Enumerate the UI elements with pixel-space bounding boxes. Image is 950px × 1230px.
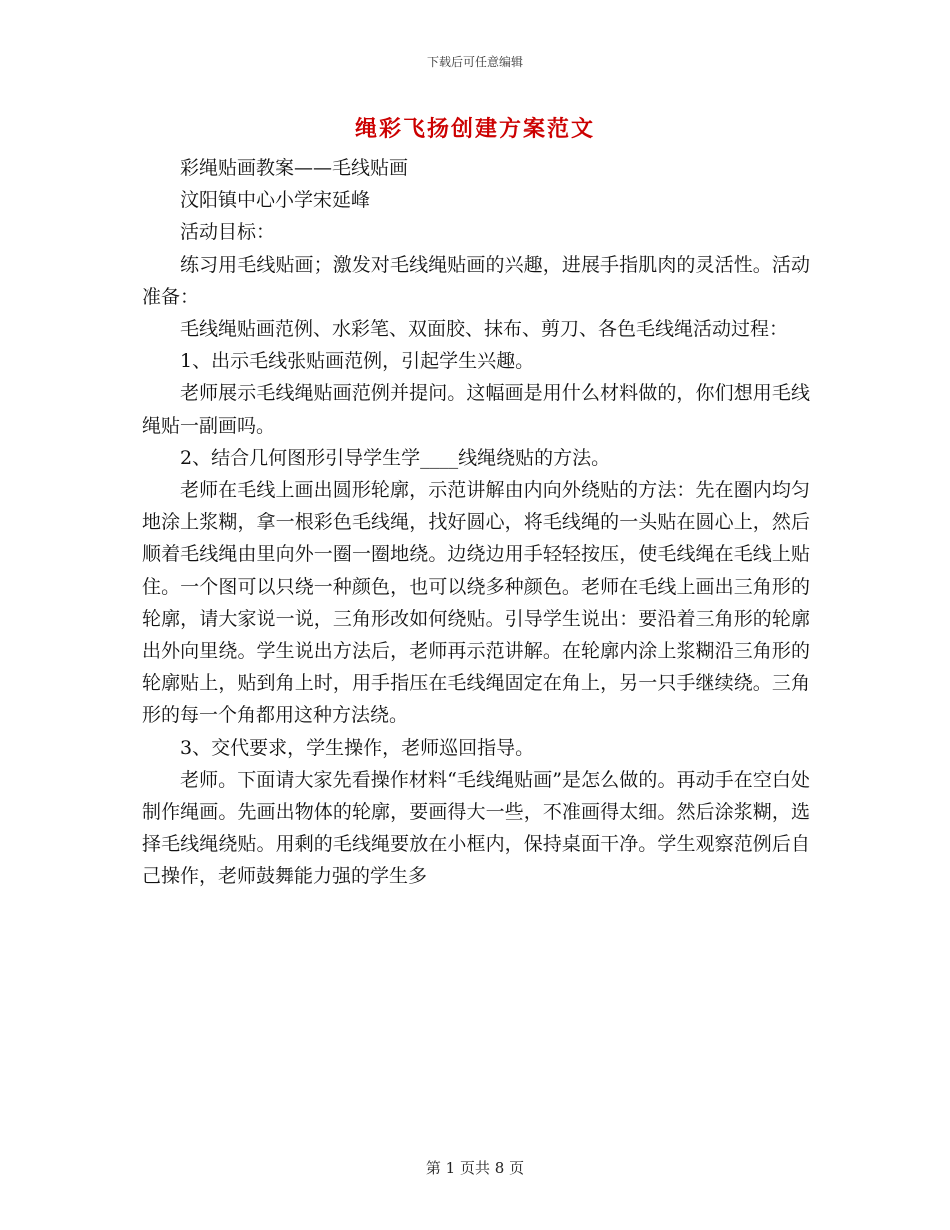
paragraph-step-3: 3、交代要求，学生操作，老师巡回指导。 [180, 736, 535, 759]
document-title: 绳彩飞扬创建方案范文 [354, 116, 595, 142]
paragraph-goals: 练习用毛线贴画；激发对毛线绳贴画的兴趣，进展手指肌肉的灵活性。活动准备： [142, 253, 810, 308]
paragraph-step-1: 1、出示毛线张贴画范例，引起学生兴趣。 [180, 350, 535, 373]
page-header: 下载后可任意编辑 [426, 55, 523, 69]
paragraph-step-1-detail: 老师展示毛线绳贴画范例并提问。这幅画是用什么材料做的，你们想用毛线绳贴一副画吗。 [142, 382, 810, 437]
paragraph-lesson-name: 彩绳贴画教案——毛线贴画 [180, 157, 409, 179]
paragraph-materials: 毛线绳贴画范例、水彩笔、双面胶、抹布、剪刀、各色毛线绳活动过程： [180, 318, 789, 341]
page-footer: 第 1 页共 8 页 [425, 1159, 525, 1177]
document-body [142, 152, 810, 893]
paragraph-goals-heading: 活动目标： [180, 221, 276, 244]
paragraph-step-3-detail: 老师。下面请大家先看操作材料“毛线绳贴画”是怎么做的。再动手在空白处制作绳画。先画出物体的轮廓，要画得大一些，不准画得太细。然后涂浆糊，选择毛线绳绕贴。用剩的毛线绳要放在小框内，保持桌面干净。学生观察范例后自己操作，老师鼓舞能力强的学生多 [142, 768, 810, 888]
paragraph-author: 汶阳镇中心小学宋延峰 [180, 189, 371, 212]
paragraph-step-2: 2、结合几何图形引导学生学____线绳绕贴的方法。 [180, 446, 611, 469]
paragraph-step-2-detail: 老师在毛线上画出圆形轮廓，示范讲解由内向外绕贴的方法：先在圈内均匀地涂上浆糊，拿一根彩色毛线绳，找好圆心，将毛线绳的一头贴在圆心上，然后顺着毛线绳由里向外一圈一圈地绕。边绕边用手轻轻按压，使毛线绳在毛线上贴住。一个图可以只绕一种颜色，也可以绕多种颜色。老师在毛线上画出三角形的轮廓，请大家说一说，三角形改如何绕贴。引导学生说出：要沿着三角形的轮廓出外向里绕。学生说出方法后，老师再示范讲解。在轮廓内涂上浆糊沿三角形的轮廓贴上，贴到角上时，用手指压在毛线绳固定在角上，另一只手继续绕。三角形的每一个角都用这种方法绕。 [142, 479, 810, 727]
